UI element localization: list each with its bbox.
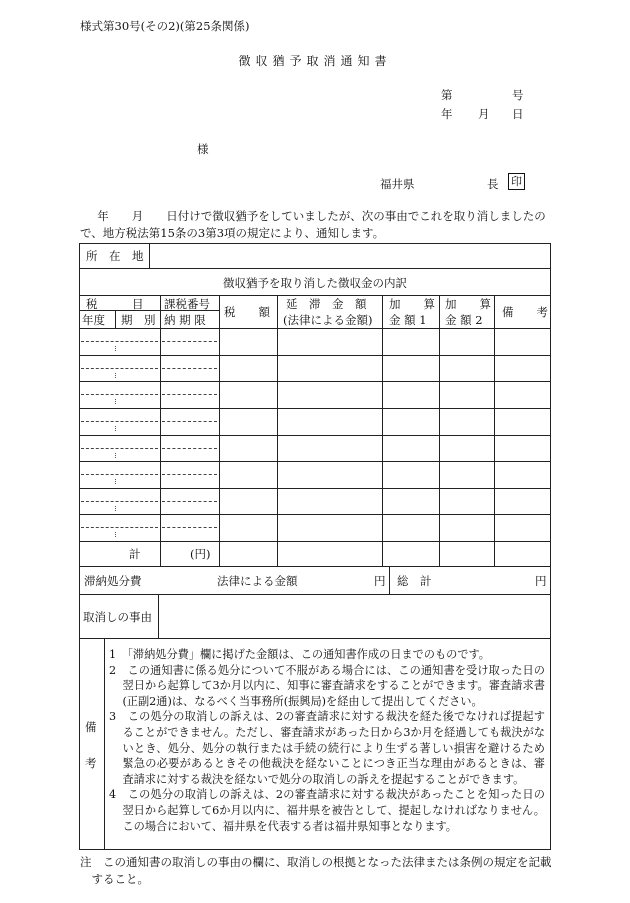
legal-amount-label: 法律による金額: [217, 574, 298, 588]
col-addition-1-amount: 金 額 1: [389, 313, 427, 327]
addressee-suffix: 様: [197, 142, 209, 156]
col-tax-amount: 税 額: [224, 305, 270, 319]
remarks-label-bottom: 考: [85, 756, 97, 770]
yen-unit-1: 円: [374, 574, 386, 588]
delinquency-fee-label: 滞納処分費: [84, 574, 142, 588]
remark-item: 3 この処分の取消しの訴えは、2の審査請求に対する裁決を経た後でなければ提起することができません。ただし、審査請求があった日から3か月を経過しても裁決がないとき、処分、処分の執行または手続の続行により生ずる著しい損害を避けるため緊急の必要があるときその他裁決を経ないことにつき正当な理由があるときは、審査請求に対する裁決を経ないで処分の取消しの訴えを提起することができます。: [109, 710, 545, 786]
remark-item: 1 「滞納処分費」欄に掲げた金額は、この通知書作成の日までのものです。: [109, 648, 490, 661]
col-due-date: 納 期 限: [164, 313, 206, 327]
remarks-label-top: 備: [85, 720, 97, 734]
col-year: 年度: [82, 313, 105, 327]
number-suffix: 号: [512, 88, 524, 102]
date-year: 年: [441, 107, 453, 121]
document-title: 徴収猶予取消通知書: [238, 54, 392, 68]
issuer-title: 長: [487, 177, 499, 191]
issuer-prefecture: 福井県: [380, 177, 415, 191]
col-late-fee: 延 滞 金 額: [286, 297, 367, 311]
yen-unit-2: 円: [535, 574, 547, 588]
intro-paragraph: 年 月 日付けで徴収猶予をしていましたが、次の事由でこれを取り消しましたので、地方税法第15条の3第3項の規定により、通知します。: [80, 209, 546, 240]
col-period: 期 別: [121, 313, 156, 327]
address-label: 所 在 地: [86, 249, 144, 263]
col-addition-2: 加 算: [445, 297, 491, 311]
col-addition-1: 加 算: [389, 297, 435, 311]
form-number: 様式第30号(その2)(第25条関係): [80, 19, 250, 33]
col-remarks: 備 考: [502, 305, 548, 319]
remark-item: 2 この通知書に係る処分について不服がある場合には、この通知書を受け取った日の翌日から起算して3か月以内に、知事に審査請求をすることができます。審査請求書(正副2通)は、なるべく当事務所(振興局)を経由して提出してください。: [109, 663, 545, 708]
remarks-list: [109, 647, 545, 834]
remark-item: 4 この処分の取消しの訴えは、2の審査請求に対する裁決があったことを知った日の翌日から起算して6か月以内に、福井県を被告として、提起しなければなりません。この場合において、福井県を代表する者は福井県知事となります。: [109, 788, 545, 833]
reason-label: 取消しの事由: [83, 610, 152, 624]
col-tax-item: 税 目: [86, 297, 144, 311]
number-prefix: 第: [441, 88, 453, 102]
col-tax-number: 課税番号: [164, 297, 210, 311]
col-addition-2-amount: 金 額 2: [445, 313, 483, 327]
footnote: 注 この通知書の取消しの事由の欄に、取消しの根拠となった法律または条例の規定を記載すること。: [80, 855, 552, 886]
date-month: 月: [478, 107, 490, 121]
total-unit: (円): [190, 547, 211, 561]
date-day: 日: [512, 107, 524, 121]
breakdown-title: 徴収猶予を取り消した徴収金の内訳: [223, 276, 407, 290]
total-label: 計: [129, 547, 141, 561]
grand-total-label: 総 計: [397, 574, 432, 588]
col-late-fee-sub: (法律による金額): [283, 313, 373, 327]
seal-mark: 印: [508, 173, 525, 190]
